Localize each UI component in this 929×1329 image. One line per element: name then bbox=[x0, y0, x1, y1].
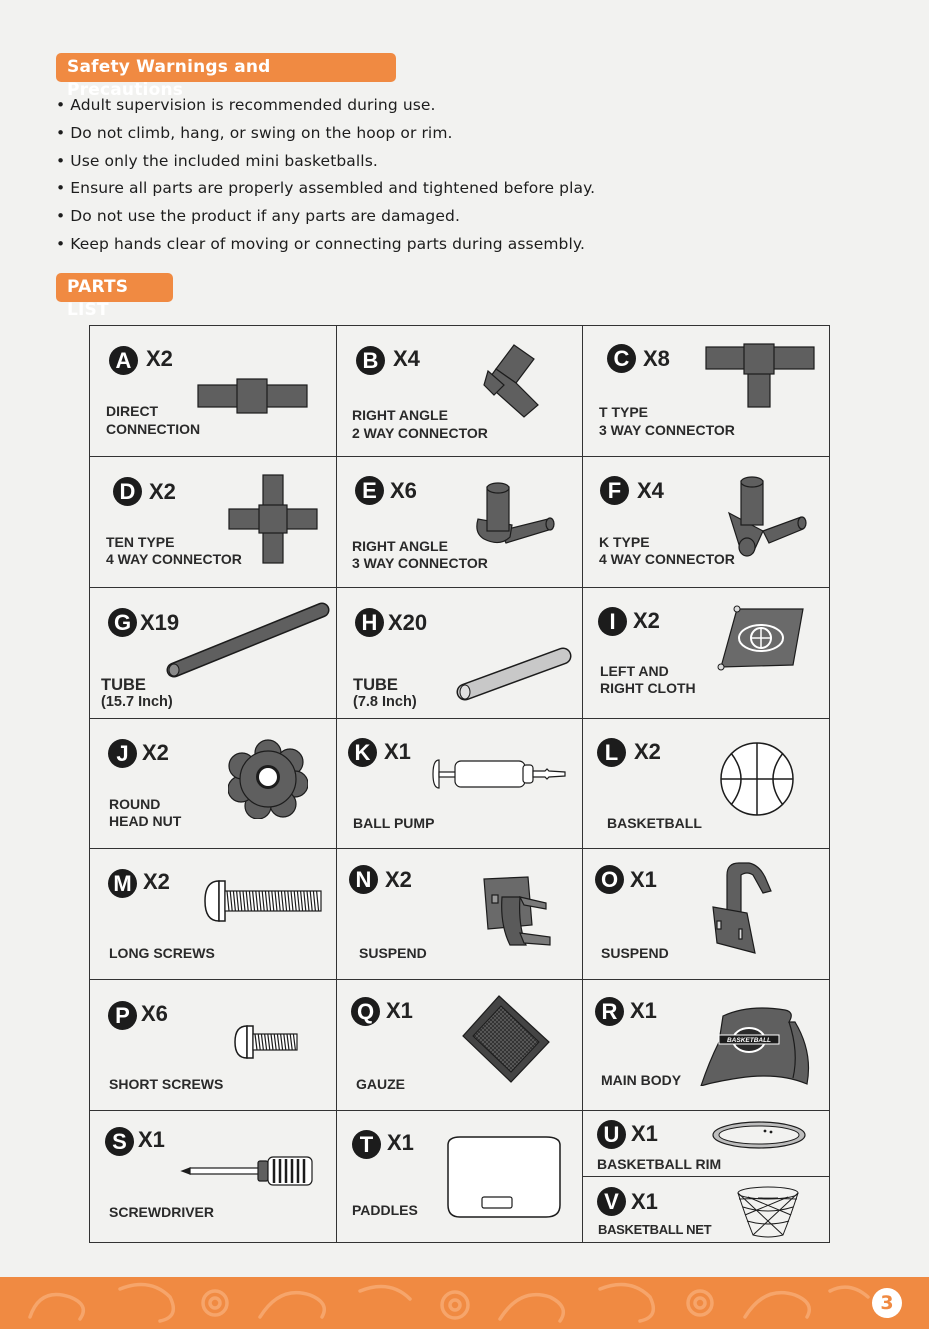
part-name: BASKETBALL NET bbox=[598, 1222, 712, 1238]
rim-icon bbox=[711, 1119, 807, 1151]
part-size: (7.8 Inch) bbox=[353, 693, 417, 710]
part-cell-s bbox=[90, 1111, 337, 1242]
page-number: 3 bbox=[872, 1288, 902, 1318]
part-cell-j bbox=[90, 719, 337, 850]
part-cell-q bbox=[337, 980, 583, 1111]
part-letter-badge: N bbox=[349, 865, 378, 894]
page-footer-band bbox=[0, 1277, 929, 1329]
suspend-hook-icon bbox=[707, 861, 773, 957]
part-name: GAUZE bbox=[356, 1076, 405, 1093]
part-quantity: X4 bbox=[637, 477, 664, 503]
part-cell-i bbox=[583, 588, 829, 719]
part-quantity: X19 bbox=[140, 609, 180, 635]
part-cell-k bbox=[337, 719, 583, 850]
part-letter-badge: O bbox=[595, 865, 624, 894]
round-nut-icon bbox=[228, 739, 308, 819]
warning-item: • Do not climb, hang, or swing on the hoop or rim. bbox=[56, 123, 453, 142]
short-screw-icon bbox=[233, 1024, 301, 1060]
part-quantity: X2 bbox=[633, 607, 660, 633]
part-letter-badge: G bbox=[108, 608, 137, 637]
part-quantity: X2 bbox=[385, 867, 412, 893]
part-cell-u bbox=[583, 1111, 829, 1176]
ball-pump-icon bbox=[431, 755, 567, 793]
part-cell-c bbox=[583, 326, 829, 457]
part-letter-badge: H bbox=[355, 608, 384, 637]
part-quantity: X6 bbox=[141, 1001, 168, 1027]
part-quantity: X2 bbox=[146, 346, 173, 371]
part-quantity: X2 bbox=[149, 478, 176, 504]
part-name: PADDLES bbox=[352, 1202, 418, 1219]
part-cell-v bbox=[583, 1176, 829, 1242]
part-letter-badge: V bbox=[597, 1187, 626, 1216]
gauze-icon bbox=[461, 994, 551, 1084]
part-letter-badge: E bbox=[355, 476, 384, 505]
part-name: LONG SCREWS bbox=[109, 945, 215, 962]
short-tube-icon bbox=[455, 644, 575, 704]
part-letter-badge: J bbox=[108, 739, 137, 768]
safety-warnings-list bbox=[56, 94, 595, 261]
swirl-pattern-decoration bbox=[0, 1277, 929, 1329]
part-letter-badge: Q bbox=[351, 997, 380, 1026]
part-cell-b bbox=[337, 326, 583, 457]
cross-connector-icon bbox=[227, 473, 319, 565]
part-letter-badge: L bbox=[597, 738, 626, 767]
part-letter-badge: R bbox=[595, 997, 624, 1026]
part-name: BASKETBALL bbox=[607, 814, 702, 831]
part-quantity: X8 bbox=[643, 346, 670, 371]
part-name: DIRECT CONNECTION bbox=[106, 403, 201, 437]
part-name: SCREWDRIVER bbox=[109, 1204, 215, 1221]
part-size: (15.7 Inch) bbox=[101, 693, 173, 710]
part-cell-h bbox=[337, 588, 583, 719]
part-name: RIGHT ANGLE 3 WAY CONNECTOR bbox=[352, 537, 488, 572]
main-body-icon bbox=[699, 1002, 817, 1086]
part-name: SUSPEND bbox=[601, 945, 669, 962]
long-tube-icon bbox=[164, 600, 334, 680]
warning-item: • Keep hands clear of moving or connecting parts during assembly. bbox=[56, 234, 585, 253]
part-letter-badge: M bbox=[108, 869, 137, 898]
part-cell-m bbox=[90, 849, 337, 980]
part-letter-badge: I bbox=[598, 607, 627, 636]
warning-item: • Adult supervision is recommended during use. bbox=[56, 96, 436, 114]
safety-section-title: Safety Warnings and Precautions bbox=[56, 53, 396, 82]
part-quantity: X6 bbox=[390, 477, 417, 503]
part-name: MAIN BODY bbox=[601, 1072, 682, 1089]
part-letter-badge: K bbox=[348, 738, 377, 767]
warning-item: • Ensure all parts are properly assembled and tightened before play. bbox=[56, 179, 596, 198]
warning-item: • Do not use the product if any parts are damaged. bbox=[56, 207, 460, 226]
part-name: ROUND HEAD NUT bbox=[109, 795, 182, 830]
part-quantity: X1 bbox=[631, 1189, 658, 1215]
part-quantity: X1 bbox=[384, 738, 411, 764]
part-name: RIGHT ANGLE 2 WAY CONNECTOR bbox=[352, 407, 488, 441]
direct-connector-icon bbox=[195, 376, 310, 416]
part-quantity: X1 bbox=[386, 998, 413, 1024]
part-letter-badge: P bbox=[108, 1001, 137, 1030]
part-name: TUBE bbox=[353, 675, 398, 694]
suspend-clamp-icon bbox=[480, 875, 552, 949]
t-connector-icon bbox=[704, 343, 816, 409]
part-name: K TYPE 4 WAY CONNECTOR bbox=[599, 533, 735, 568]
basketball-icon bbox=[719, 741, 795, 817]
part-letter-badge: C bbox=[607, 344, 636, 373]
part-letter-badge: A bbox=[109, 346, 138, 375]
part-quantity: X4 bbox=[393, 346, 420, 371]
part-name: TUBE bbox=[101, 675, 146, 694]
parts-grid bbox=[89, 325, 830, 1243]
part-letter-badge: T bbox=[352, 1130, 381, 1159]
part-name: TEN TYPE 4 WAY CONNECTOR bbox=[106, 533, 242, 568]
warning-item: • Use only the included mini basketballs. bbox=[56, 151, 378, 170]
part-cell-e bbox=[337, 457, 583, 588]
part-cell-n bbox=[337, 849, 583, 980]
part-cell-f bbox=[583, 457, 829, 588]
part-name: LEFT AND RIGHT CLOTH bbox=[600, 662, 696, 697]
part-quantity: X2 bbox=[142, 739, 169, 765]
paddle-icon bbox=[442, 1135, 564, 1219]
part-quantity: X1 bbox=[630, 867, 657, 893]
part-cell-d bbox=[90, 457, 337, 588]
part-cell-p bbox=[90, 980, 337, 1111]
part-quantity: X1 bbox=[387, 1130, 414, 1156]
part-quantity: X2 bbox=[634, 738, 661, 764]
main-body-logo-text: BASKETBALL bbox=[726, 1037, 772, 1045]
part-quantity: X1 bbox=[631, 1121, 658, 1147]
part-cell-r bbox=[583, 980, 829, 1111]
cloth-icon bbox=[715, 603, 807, 673]
part-cell-t bbox=[337, 1111, 583, 1242]
screwdriver-icon bbox=[180, 1155, 318, 1187]
part-name: BALL PUMP bbox=[353, 814, 435, 831]
part-letter-badge: S bbox=[105, 1127, 134, 1156]
part-quantity: X1 bbox=[630, 998, 657, 1024]
part-cell-o bbox=[583, 849, 829, 980]
part-quantity: X1 bbox=[138, 1127, 165, 1153]
net-icon bbox=[735, 1185, 801, 1239]
part-cell-l bbox=[583, 719, 829, 850]
part-name: SHORT SCREWS bbox=[109, 1076, 224, 1093]
long-screw-icon bbox=[203, 877, 325, 925]
part-quantity: X20 bbox=[388, 609, 428, 635]
part-cell-g bbox=[90, 588, 337, 719]
part-cell-u-v bbox=[583, 1111, 829, 1242]
k-connector-icon bbox=[723, 473, 807, 559]
part-cell-a bbox=[90, 326, 337, 457]
parts-list-title: PARTS LIST bbox=[56, 273, 173, 302]
3-way-connector-icon bbox=[470, 481, 556, 549]
part-letter-badge: B bbox=[356, 346, 385, 375]
part-letter-badge: F bbox=[600, 476, 629, 505]
right-angle-connector-icon bbox=[482, 341, 542, 421]
part-name: T TYPE 3 WAY CONNECTOR bbox=[599, 404, 735, 438]
part-letter-badge: D bbox=[113, 477, 142, 506]
part-name: SUSPEND bbox=[359, 945, 427, 962]
part-name: BASKETBALL RIM bbox=[597, 1156, 722, 1173]
part-quantity: X2 bbox=[143, 869, 170, 895]
part-letter-badge: U bbox=[597, 1120, 626, 1149]
